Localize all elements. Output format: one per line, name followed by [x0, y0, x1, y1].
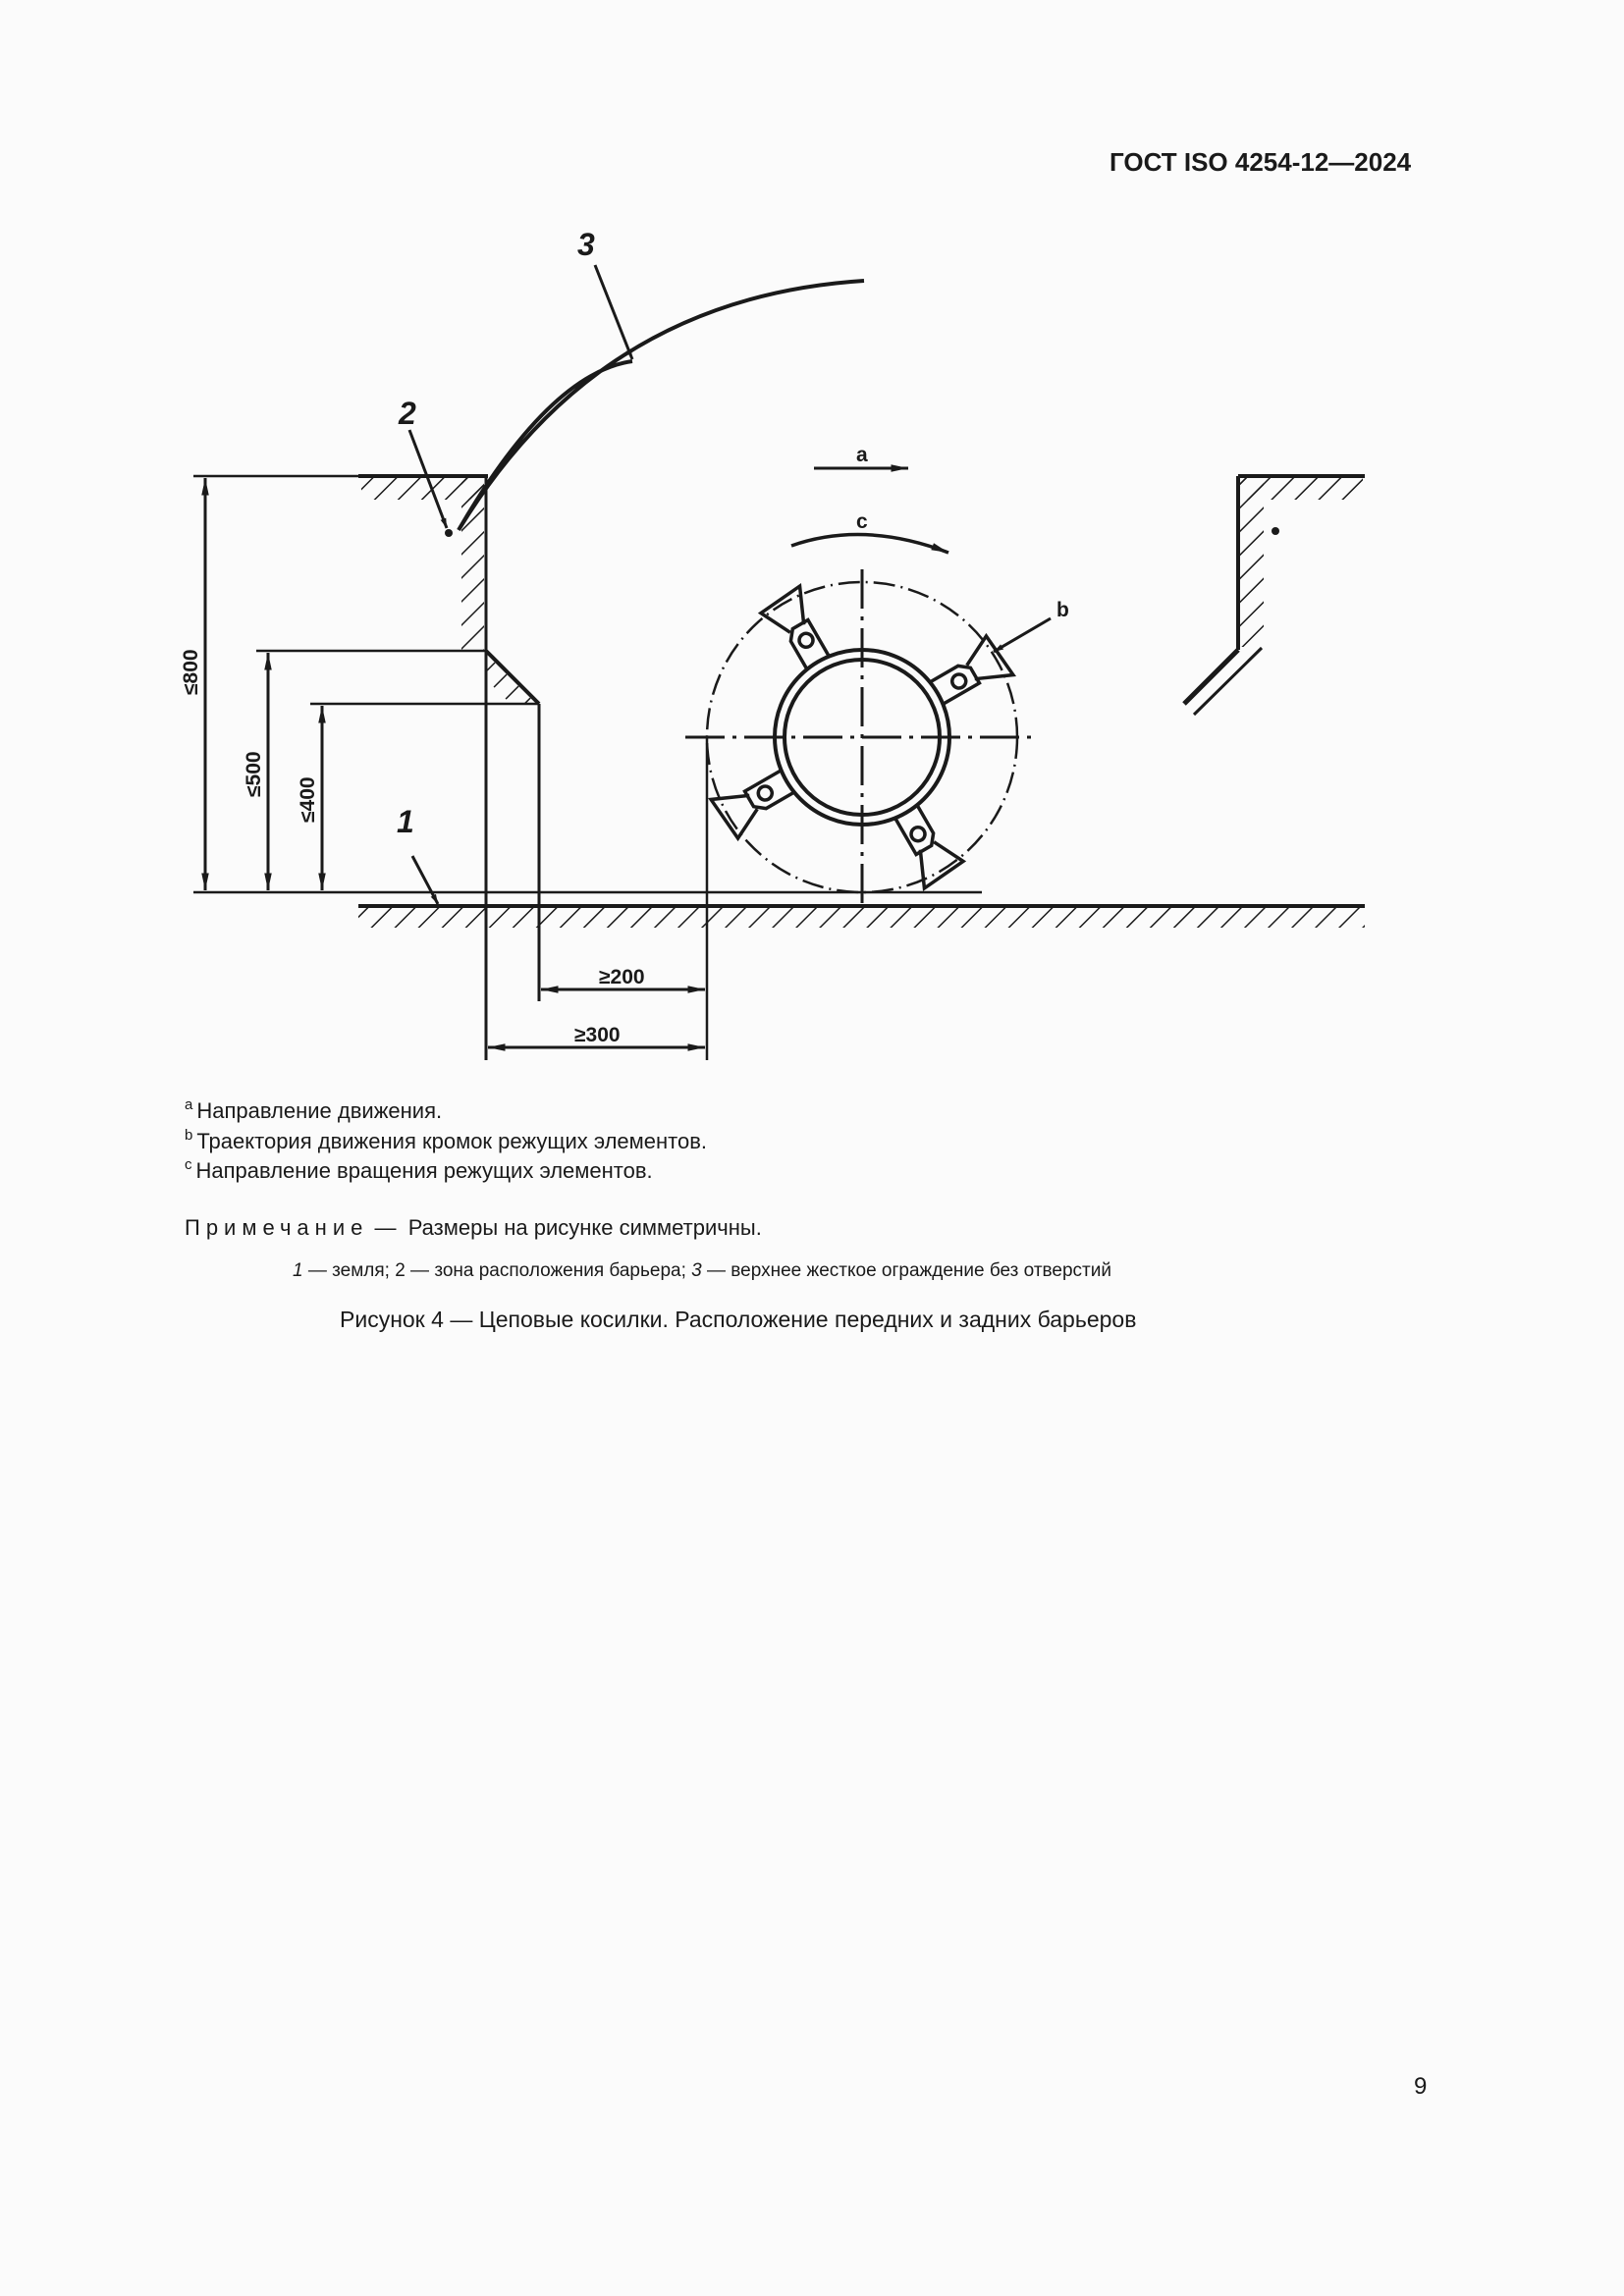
- note-text: Размеры на рисунке симметричны.: [407, 1215, 762, 1240]
- note: [185, 1215, 762, 1241]
- figure-4-diagram: [0, 0, 1624, 1099]
- dim-300: ≥300: [574, 1024, 621, 1046]
- footnote-a: $^a$ Направление движения.: [185, 1096, 443, 1123]
- dim-400: ≤400: [297, 776, 319, 823]
- label-a: a: [856, 444, 868, 466]
- figure-legend: 1 — земля; 2 — зона расположения барьера; 3 — верхнее жесткое ограждение без отверстий: [293, 1260, 1111, 1281]
- document-header-id: ГОСТ ISO 4254-12—2024: [1110, 147, 1412, 177]
- flail-rotor: [685, 569, 1039, 908]
- label-b: b: [1056, 599, 1069, 621]
- label-c: c: [856, 510, 868, 533]
- dim-200: ≥200: [599, 966, 645, 988]
- upper-guard-arc: [459, 281, 864, 530]
- footnote-b: $^b$ Траектория движения кромок режущих элементов.: [185, 1127, 708, 1153]
- ground: [358, 906, 1365, 928]
- label-3: 3: [577, 227, 595, 262]
- page-number: 9: [1414, 2073, 1428, 2100]
- figure-caption: Рисунок 4 — Цеповые косилки. Расположение передних и задних барьеров: [340, 1307, 1137, 1332]
- dim-800: ≤800: [180, 649, 202, 695]
- left-barrier: [358, 476, 539, 1060]
- right-barrier: [1184, 476, 1365, 715]
- label-1: 1: [397, 804, 414, 839]
- footnote-c: $^c$ Направление вращения режущих элементов.: [185, 1156, 653, 1183]
- label-2: 2: [399, 396, 416, 431]
- note-dash: —: [374, 1215, 397, 1240]
- dim-500: ≤500: [243, 751, 265, 797]
- note-label: Примечание: [185, 1215, 369, 1240]
